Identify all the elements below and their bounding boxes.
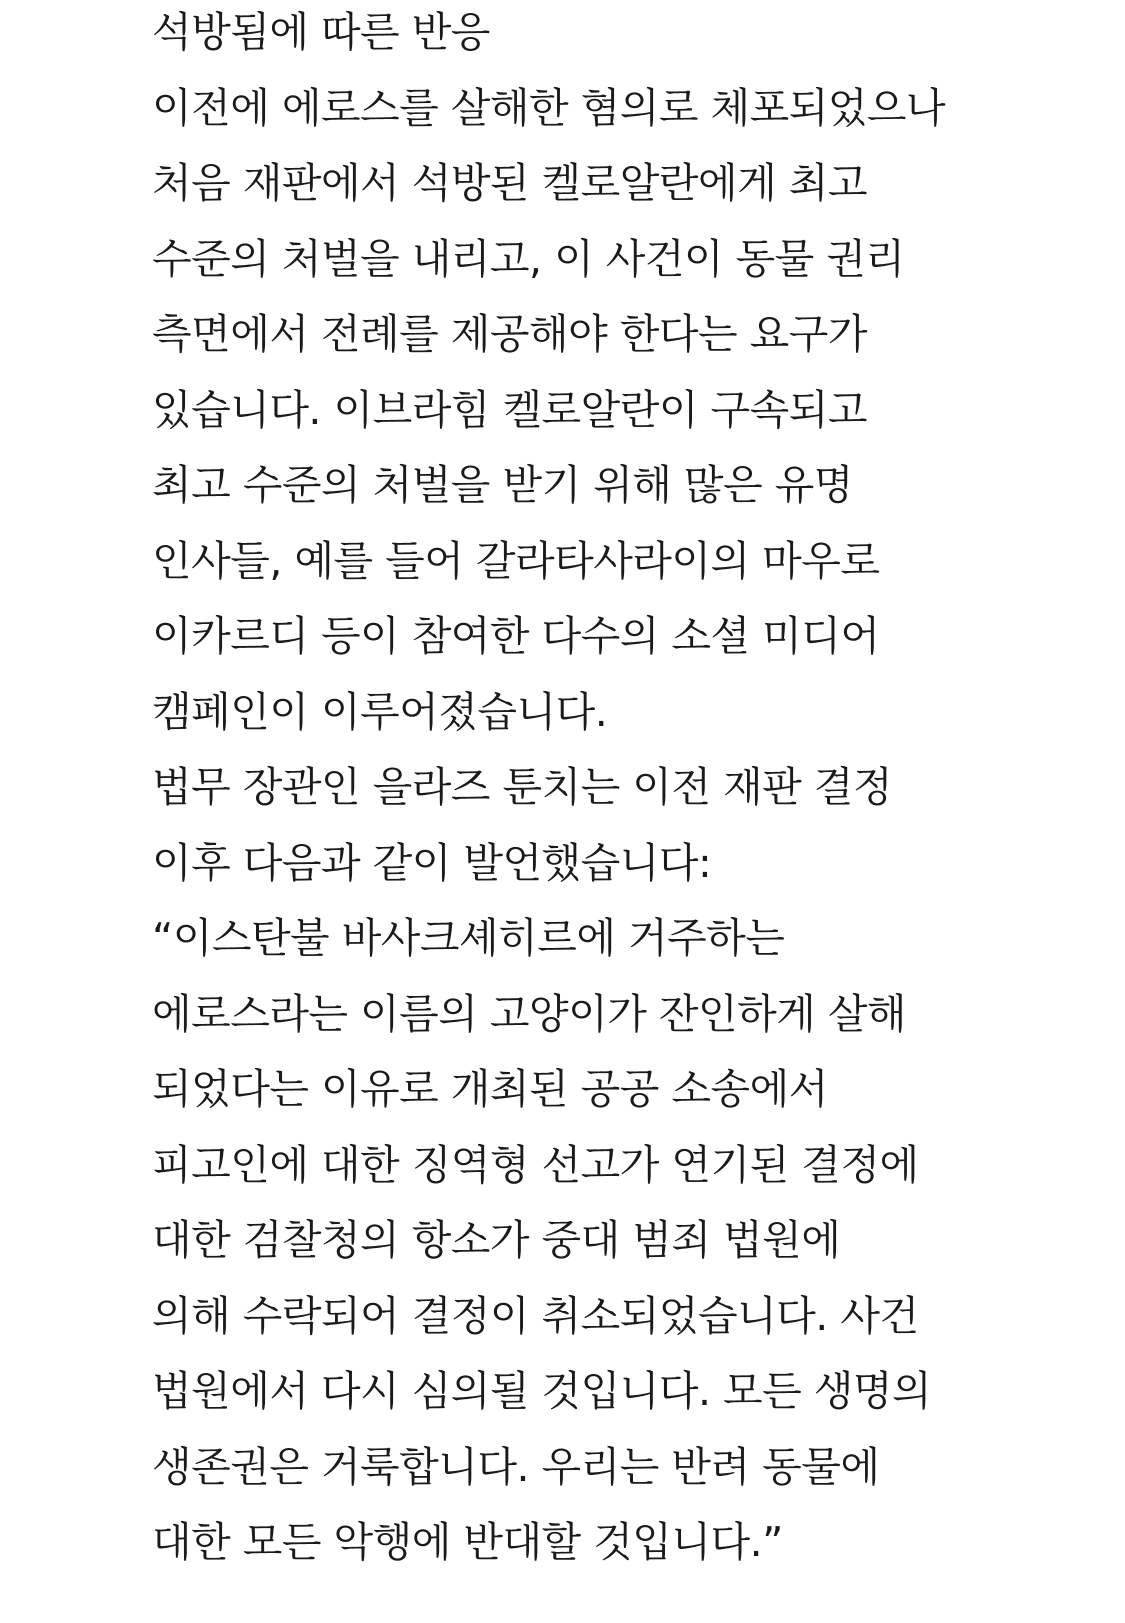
article-line: 이카르디 등이 참여한 다수의 소셜 미디어 [152, 612, 880, 660]
article-line: 되었다는 이유로 개최된 공공 소송에서 [152, 1065, 828, 1113]
article-line: 수준의 처벌을 내리고, 이 사건이 동물 권리 [152, 234, 905, 283]
article-line: 대한 모든 악행에 반대할 것입니다.” [152, 1518, 783, 1566]
article-line: 처음 재판에서 석방된 켈로알란에게 최고 [152, 159, 867, 207]
article-line: 생존권은 거룩합니다. 우리는 반려 동물에 [152, 1442, 880, 1491]
article-line: 최고 수준의 처벌을 받기 위해 많은 유명 [152, 461, 853, 509]
article-line: “이스탄불 바사크셰히르에 거주하는 [152, 914, 785, 962]
article-line: 캠페인이 이루어졌습니다. [152, 687, 608, 736]
article-line: 있습니다. 이브라힘 켈로알란이 구속되고 [152, 385, 867, 434]
article-line: 의해 수락되어 결정이 취소되었습니다. 사건 [152, 1291, 919, 1340]
article-line: 피고인에 대한 징역형 선고가 연기된 결정에 [152, 1140, 919, 1189]
article-line: 법무 장관인 을라즈 툰치는 이전 재판 결정 [152, 763, 892, 811]
article-body [152, 0, 1112, 1581]
article-line: 에로스라는 이름의 고양이가 잔인하게 살해 [152, 989, 907, 1038]
article-line: 법원에서 다시 심의될 것입니다. 모든 생명의 [152, 1367, 932, 1415]
article-line: 이후 다음과 같이 발언했습니다: [152, 838, 712, 887]
article-line: 측면에서 전례를 제공해야 한다는 요구가 [152, 310, 867, 358]
article-line: 대한 검찰청의 항소가 중대 범죄 법원에 [152, 1216, 841, 1264]
article-heading: 석방됨에 따른 반응 [152, 8, 490, 56]
article-line: 인사들, 예를 들어 갈라타사라이의 마우로 [152, 536, 880, 585]
article-line: 이전에 에로스를 살해한 혐의로 체포되었으나 [152, 83, 946, 132]
